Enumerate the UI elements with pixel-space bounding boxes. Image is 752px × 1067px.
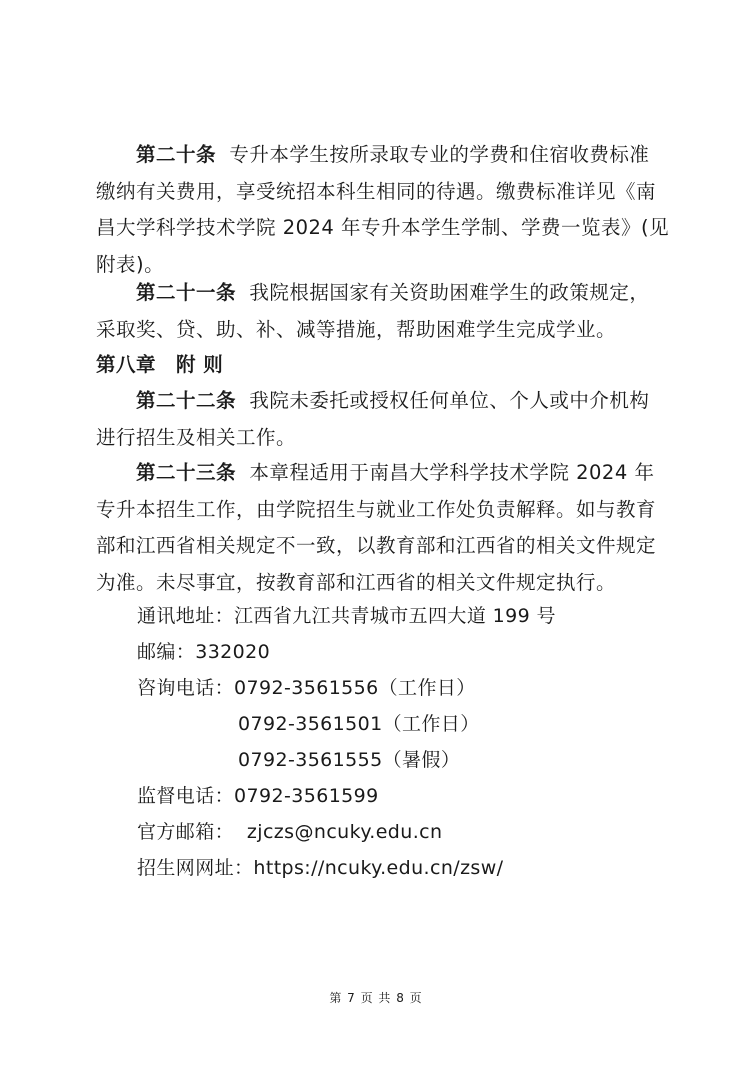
- article-22: [96, 383, 658, 456]
- page-number-footer: 第 7 页 共 8 页: [329, 991, 423, 1005]
- contact-postcode: 邮编：332020: [137, 641, 271, 663]
- article-22-line-2: 进行招生及相关工作。: [96, 425, 297, 449]
- email-value: zjczs@ncuky.edu.cn: [246, 821, 443, 843]
- supervise-phone-value: 0792-3561599: [234, 785, 379, 807]
- chapter-8-heading: 第八章 附 则: [96, 353, 224, 376]
- article-23-line-3: 部和江西省相关规定不一致，以教育部和江西省的相关文件规定: [96, 534, 657, 557]
- address-value: 江西省九江共青城市五四大道 199 号: [234, 605, 556, 627]
- article-20-line-1: 第二十条 专升本学生按所录取专业的学费和住宿收费标准: [136, 143, 650, 166]
- article-21-lead: 第二十一条: [136, 281, 237, 304]
- article-20: [96, 137, 670, 283]
- article-23-line-4: 为准。未尽事宜，按教育部和江西省的相关文件规定执行。: [96, 570, 617, 594]
- article-22-lead: 第二十二条: [136, 389, 237, 412]
- article-22-line-1: 第二十二条 我院未委托或授权任何单位、个人或中介机构: [136, 389, 650, 412]
- contact-address: 通讯地址：江西省九江共青城市五四大道 199 号: [137, 605, 556, 627]
- article-21: [96, 275, 658, 348]
- article-23: [96, 455, 658, 601]
- consult-phone-2: 0792-3561501（工作日）: [238, 713, 480, 735]
- consult-phone-3: 0792-3561555（暑假）: [238, 749, 461, 771]
- article-23-line-2: 专升本招生工作，由学院招生与就业工作处负责解释。如与教育: [96, 497, 657, 521]
- contact-email: 官方邮箱： zjczs@ncuky.edu.cn: [137, 821, 443, 843]
- article-20-lead: 第二十条: [136, 143, 217, 166]
- contact-consult-phone: 咨询电话：0792-3561556（工作日）: [137, 677, 476, 699]
- article-21-line-1: 第二十一条 我院根据国家有关资助困难学生的政策规定，: [136, 281, 650, 304]
- contact-website: 招生网网址：https://ncuky.edu.cn/zsw/: [137, 857, 504, 879]
- website-value: https://ncuky.edu.cn/zsw/: [253, 857, 504, 879]
- article-20-line-3: 昌大学科学技术学院 2024 年专升本学生学制、学费一览表》(见: [96, 216, 670, 239]
- article-20-line-2: 缴纳有关费用，享受统招本科生相同的待遇。缴费标准详见《南: [96, 179, 657, 203]
- contact-supervise-phone: 监督电话：0792-3561599: [137, 785, 379, 807]
- consult-phone-1: 0792-3561556（工作日）: [234, 677, 476, 699]
- article-23-line-1: 第二十三条 本章程适用于南昌大学科学技术学院 2024 年: [136, 461, 655, 484]
- article-23-lead: 第二十三条: [136, 461, 237, 484]
- article-21-line-2: 采取奖、贷、助、补、减等措施，帮助困难学生完成学业。: [96, 317, 617, 341]
- article-20-line-4: 附表)。: [96, 252, 165, 276]
- postcode-value: 332020: [195, 641, 271, 663]
